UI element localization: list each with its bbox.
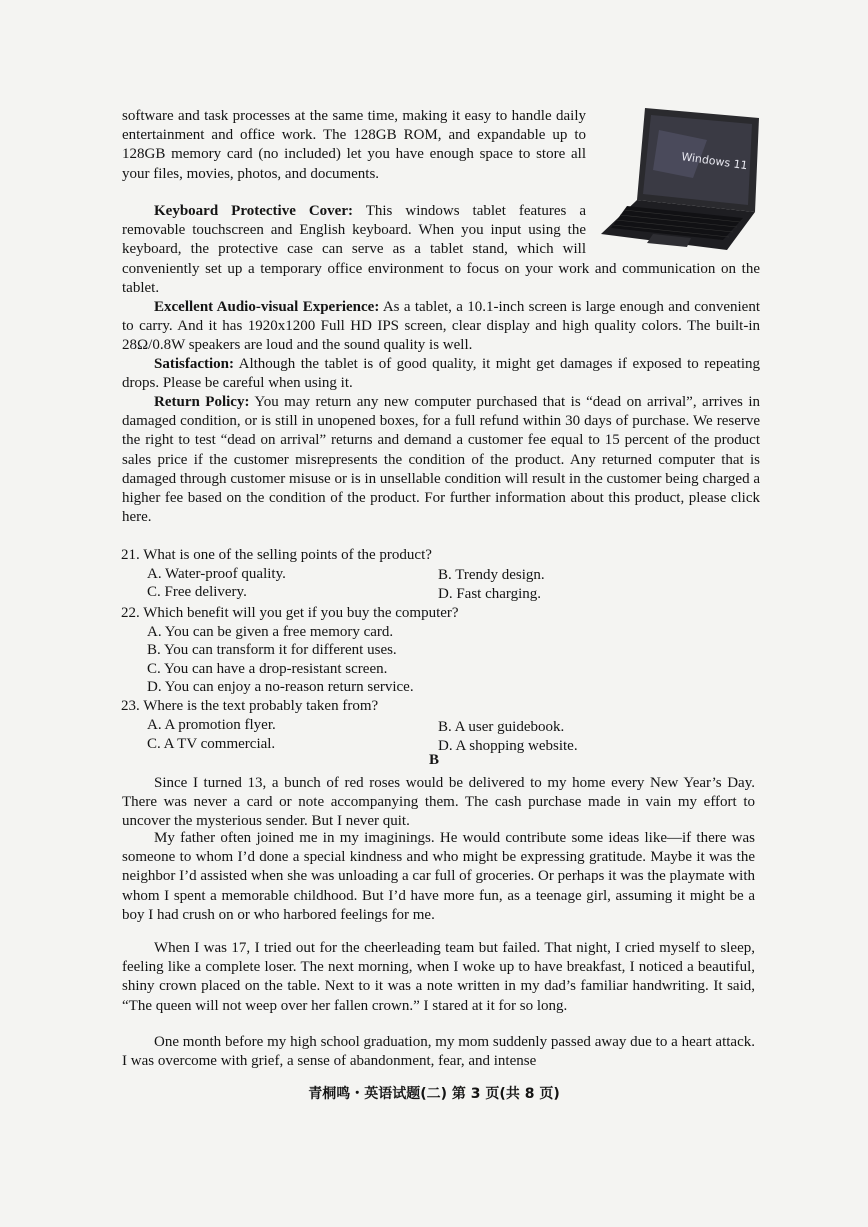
passage-b-paragraph-3: When I was 17, I tried out for the cheerleading team but failed. That night, I cried myself to sleep, feeling like a complete loser. The next morning, when I woke up to have breakfast, I noticed a beautiful, shiny crown placed on the table. Next to it was a note written in my dad’s familiar handwriting. It said, “The queen will not weep over her fallen crown.” I stared at it for so long. (122, 940, 755, 1014)
q21-option-b: B. Trendy design. (438, 567, 545, 583)
intro-paragraph: software and task processes at the same time, making it easy to handle daily entertainment and office work. The 128GB ROM, and expandable up to 128GB memory card (no included) let you have enough space to store all your files, movies, photos, and documents. (122, 108, 586, 182)
passage-b-paragraph-1: Since I turned 13, a bunch of red roses would be delivered to my home every New Year’s Day. There was never a card or note accompanying them. The cash purchase made in vain my effort to uncover the mysterious sender. But I never quit. (122, 775, 755, 830)
keyboard-text: This windows tablet features a removable touchscreen and English keyboard. When you input using the keyboard, the protective case can serve as a tablet stand, which will conveniently set up a temporary office environment to focus on your work and communication on the tablet. (122, 203, 760, 296)
satisfaction-paragraph (122, 355, 760, 393)
return-policy-paragraph (122, 393, 760, 527)
av-text: As a tablet, a 10.1-inch screen is large enough and convenient to carry. And it has 1920x1200 Full HD IPS screen, clear display and high quality colors. The built-in 28Ω/0.8W speakers are loud and the sound quality is well. (122, 299, 760, 354)
question-21: 21. What is one of the selling points of the product? (121, 547, 432, 563)
passage-b-paragraph-4: One month before my high school graduation, my mom suddenly passed away due to a heart attack. I was overcome with grief, a sense of abandonment, fear, and intense (122, 1034, 755, 1070)
image-wrap-spacer (586, 202, 760, 259)
q21-option-d: D. Fast charging. (438, 586, 542, 602)
page-footer: 青桐鸣・英语试题(二) 第 3 页(共 8 页) (308, 1086, 560, 1102)
q22-option-a: A. You can be given a free memory card. (147, 624, 394, 640)
return-heading: Return Policy: (154, 394, 250, 410)
keyboard-heading: Keyboard Protective Cover: (154, 203, 353, 219)
tablet-screen-logo: Windows 11 (680, 150, 749, 173)
av-heading: Excellent Audio-visual Experience: (154, 299, 380, 315)
q23-option-c: C. A TV commercial. (147, 736, 276, 752)
section-b-title: B (428, 752, 439, 768)
q21-option-c: C. Free delivery. (147, 584, 247, 600)
question-23: 23. Where is the text probably taken from? (121, 698, 379, 714)
passage-b-paragraph-2: My father often joined me in my imaginings. He would contribute some ideas like—if there was someone to whom I’d done a special kindness and who might be expressing gratitude. Maybe it was the neighbor I’d assisted when she was unloading a car full of groceries. Or perhaps it was the playmate with whom I spent a memorable childhood. But I’d have more fun, as a teenage girl, assuming it might be a boy I had crush on or who harbored feelings for me. (122, 830, 755, 923)
question-22: 22. Which benefit will you get if you buy the computer? (121, 605, 459, 621)
q23-option-d: D. A shopping website. (438, 738, 578, 754)
return-text: You may return any new computer purchased that is “dead on arrival”, arrives in damaged condition, or is still in unopened boxes, for a full refund within 30 days of purchase. We reserve the right to test “dead on arrival” returns and demand a customer fee equal to 15 percent of the product sales price if the customer misrepresents the condition of the product. Any returned computer that is damaged through customer misuse or is in unsellable condition will result in the customer being charged a higher fee based on the condition of the product. For further information about this product, please click here. (122, 394, 760, 526)
q23-option-b: B. A user guidebook. (438, 719, 565, 735)
keyboard-paragraph-top (122, 202, 760, 298)
q22-option-c: C. You can have a drop-resistant screen. (147, 661, 388, 677)
audio-visual-paragraph (122, 298, 760, 356)
satisfaction-heading: Satisfaction: (154, 356, 234, 372)
q21-option-a: A. Water-proof quality. (147, 566, 286, 582)
q22-option-d: D. You can enjoy a no-reason return service. (147, 679, 414, 695)
satisfaction-text: Although the tablet is of good quality, it might get damages if exposed to repeating drops. Please be careful when using it. (122, 356, 760, 392)
q22-option-b: B. You can transform it for different uses. (147, 642, 397, 658)
q23-option-a: A. A promotion flyer. (147, 717, 276, 733)
